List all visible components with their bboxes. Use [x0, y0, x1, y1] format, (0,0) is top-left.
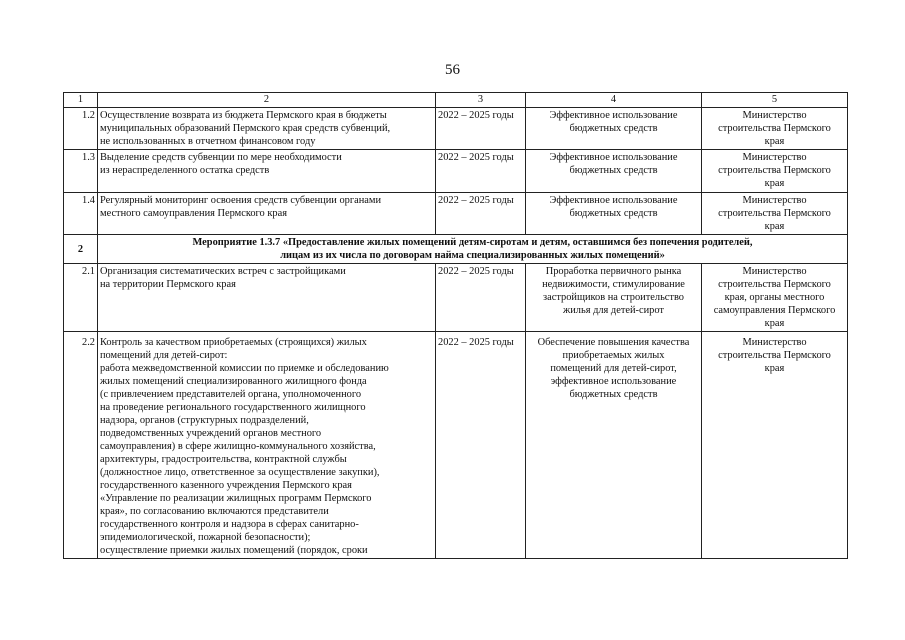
row-responsible [702, 108, 848, 150]
text-line: Выделение средств субвенции по мере необходимости [100, 152, 342, 163]
row-number: 2.1 [64, 264, 98, 332]
text-line: помещений для детей-сирот: [100, 350, 228, 361]
table-row [64, 108, 848, 150]
text-line: жилья для детей-сирот [563, 305, 664, 316]
text-line: местного самоуправления Пермского края [100, 208, 287, 219]
text-line: Проработка первичного рынка [545, 266, 682, 277]
row-description [98, 332, 436, 559]
row-description [98, 193, 436, 235]
text-line: края [764, 221, 785, 232]
section-number: 2 [64, 235, 98, 264]
text-line: Министерство [742, 110, 807, 121]
text-line: края [764, 363, 785, 374]
text-line: муниципальных образований Пермского края средств субвенций, [100, 123, 391, 134]
text-line: строительства Пермского [718, 208, 831, 219]
text-line: самоуправления) в сфере жилищно-коммунального хозяйства, [100, 441, 376, 452]
text-line: края, органы местного [724, 292, 825, 303]
text-line: архитектуры, градостроительства, контрактной службы [100, 454, 347, 465]
text-line: строительства Пермского [718, 165, 831, 176]
text-line: «Управление по реализации жилищных программ Пермского [100, 493, 372, 504]
row-result [526, 193, 702, 235]
column-header: 1 [64, 93, 98, 108]
row-period: 2022 – 2025 годы [436, 193, 526, 235]
row-description [98, 264, 436, 332]
row-period: 2022 – 2025 годы [436, 264, 526, 332]
header-row [64, 93, 848, 108]
text-line: Осуществление возврата из бюджета Пермского края в бюджеты [100, 110, 387, 121]
table-row [64, 193, 848, 235]
page-number: 56 [445, 62, 460, 78]
row-period: 2022 – 2025 годы [436, 150, 526, 193]
row-result [526, 108, 702, 150]
row-responsible [702, 150, 848, 193]
text-line: Министерство [742, 337, 807, 348]
text-line: работа межведомственной комиссии по приемке и обследованию [100, 363, 389, 374]
row-number: 1.4 [64, 193, 98, 235]
row-number: 1.2 [64, 108, 98, 150]
column-header: 5 [702, 93, 848, 108]
text-line: Регулярный мониторинг освоения средств субвенции органами [100, 195, 382, 206]
row-period: 2022 – 2025 годы [436, 332, 526, 559]
text-line: бюджетных средств [569, 165, 658, 176]
row-responsible [702, 193, 848, 235]
text-line: строительства Пермского [718, 123, 831, 134]
text-line: Организация систематических встреч с застройщиками [100, 266, 346, 277]
text-line: на территории Пермского края [100, 279, 236, 290]
row-description [98, 108, 436, 150]
text-line: самоуправления Пермского [713, 305, 836, 316]
row-period: 2022 – 2025 годы [436, 108, 526, 150]
text-line: эпидемиологической, пожарной безопасности); [100, 532, 311, 543]
text-line: края [764, 318, 785, 329]
text-line: недвижимости, стимулирование [542, 279, 685, 290]
text-line: приобретаемых жилых [562, 350, 665, 361]
text-line: помещений для детей-сирот, [550, 363, 677, 374]
text-line: края», по согласованию включаются представители [100, 506, 329, 517]
row-responsible [702, 264, 848, 332]
text-line: из нераспределенного остатка средств [100, 165, 270, 176]
text-line: жилых помещений специализированного жилищного фонда [100, 376, 367, 387]
text-line: бюджетных средств [569, 208, 658, 219]
column-header: 2 [98, 93, 436, 108]
column-header: 4 [526, 93, 702, 108]
row-result [526, 264, 702, 332]
text-line: Эффективное использование [549, 195, 678, 206]
text-line: лицам из их числа по договорам найма специализированных жилых помещений» [280, 250, 665, 261]
text-line: подведомственных учреждений органов местного [100, 428, 322, 439]
section-title [98, 235, 848, 264]
text-line: осуществление приемки жилых помещений (порядок, сроки [100, 545, 368, 556]
row-result [526, 150, 702, 193]
text-line: на проведение регионального государственного жилищного [100, 402, 366, 413]
measures-table [63, 92, 848, 559]
table-row [64, 150, 848, 193]
row-description [98, 150, 436, 193]
text-line: Министерство [742, 152, 807, 163]
table-row [64, 332, 848, 559]
text-line: строительства Пермского [718, 350, 831, 361]
row-result [526, 332, 702, 559]
column-header: 3 [436, 93, 526, 108]
text-line: строительства Пермского [718, 279, 831, 290]
text-line: края [764, 136, 785, 147]
text-line: края [764, 178, 785, 189]
text-line: государственного контроля и надзора в сферах санитарно- [100, 519, 359, 530]
text-line: Обеспечение повышения качества [537, 337, 690, 348]
row-responsible [702, 332, 848, 559]
text-line: (с привлечением представителей органа, уполномоченного [100, 389, 362, 400]
row-number: 2.2 [64, 332, 98, 559]
text-line: не использованных в отчетном финансовом году [100, 136, 316, 147]
text-line: Эффективное использование [549, 152, 678, 163]
text-line: Контроль за качеством приобретаемых (строящихся) жилых [100, 337, 367, 348]
text-line: Министерство [742, 266, 807, 277]
text-line: бюджетных средств [569, 123, 658, 134]
text-line: застройщиков на строительство [543, 292, 684, 303]
text-line: (должностное лицо, ответственное за осуществление закупки), [100, 467, 380, 478]
text-line: государственного казенного учреждения Пермского края [100, 480, 352, 491]
text-line: надзора, органов (структурных подразделений, [100, 415, 309, 426]
text-line: Министерство [742, 195, 807, 206]
section-row [64, 235, 848, 264]
text-line: Эффективное использование [549, 110, 678, 121]
table-row [64, 264, 848, 332]
text-line: Мероприятие 1.3.7 «Предоставление жилых помещений детям-сиротам и детям, оставшимся без попечения родителей, [192, 237, 753, 248]
text-line: бюджетных средств [569, 389, 658, 400]
text-line: эффективное использование [550, 376, 677, 387]
row-number: 1.3 [64, 150, 98, 193]
